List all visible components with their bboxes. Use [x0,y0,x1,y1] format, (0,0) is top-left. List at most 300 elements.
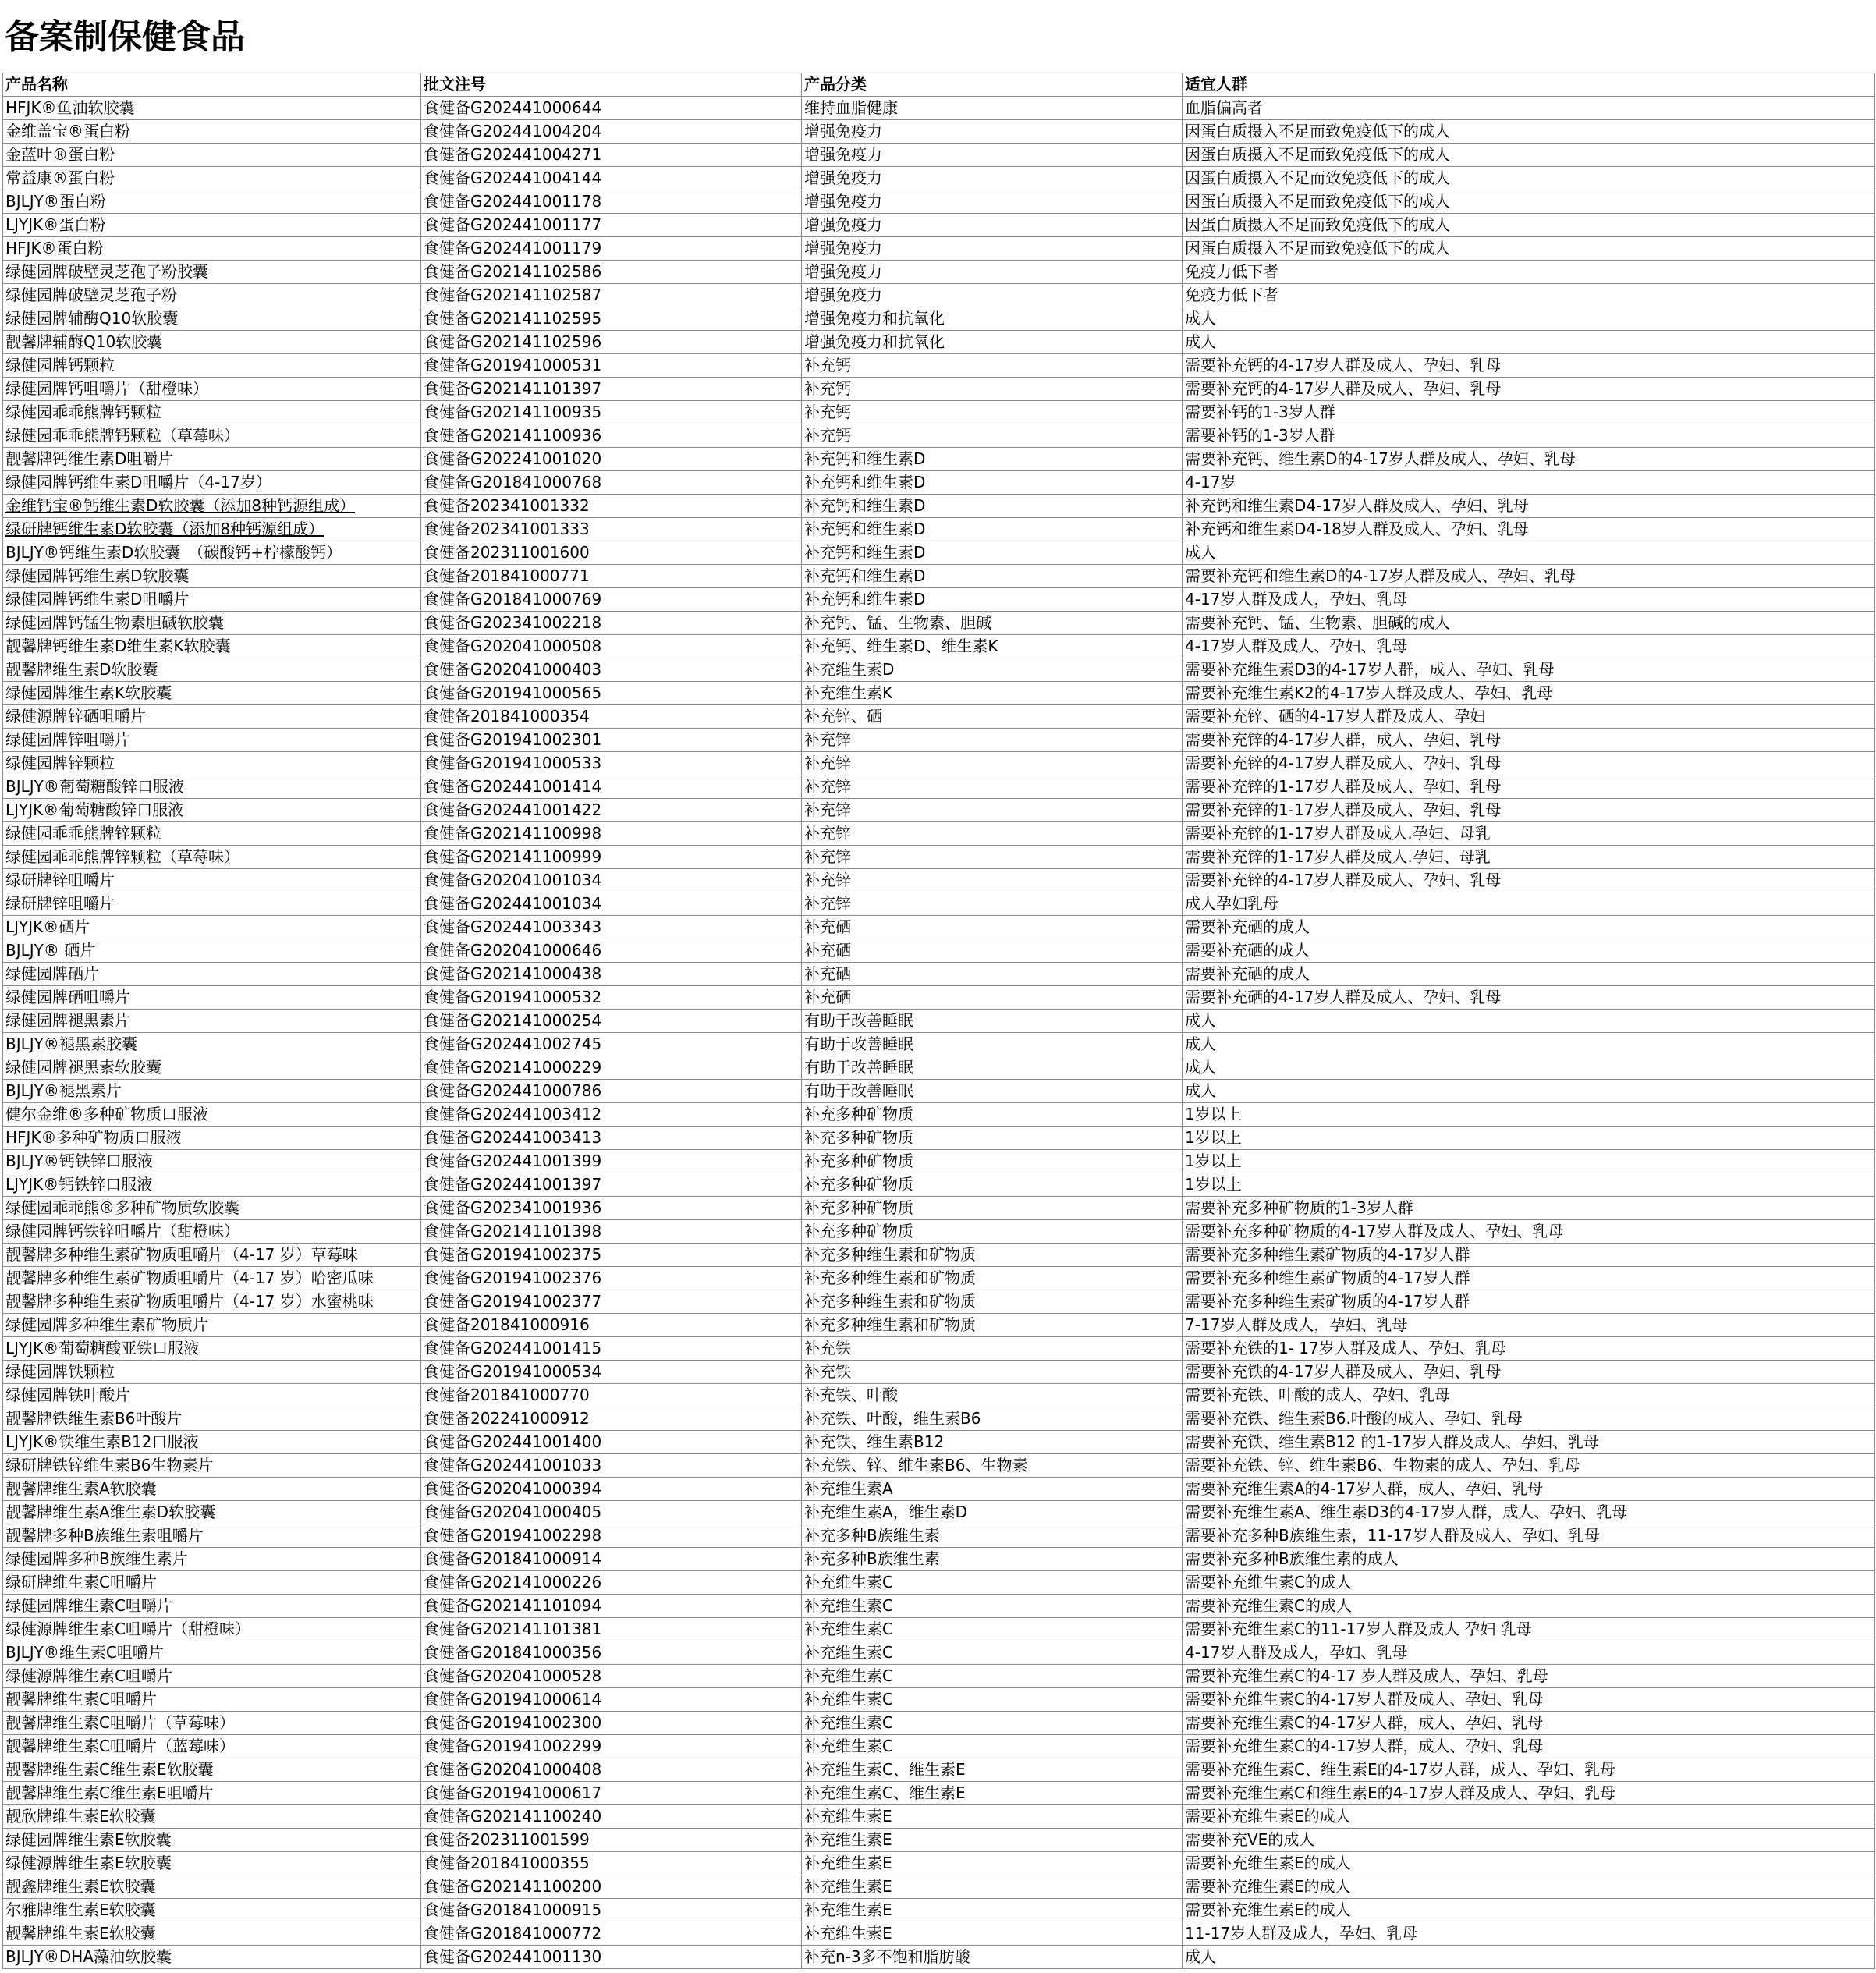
table-row [3,120,1875,144]
cell-target-population: 需要补充多种B族维生素的成人 [1183,1548,1875,1571]
cell-product-name: 绿健园牌破壁灵芝孢子粉胶囊 [3,261,421,284]
cell-approval-number: 食健备202311001599 [421,1829,802,1852]
table-row [3,541,1875,565]
cell-product-name: 绿健园牌多种维生素矿物质片 [3,1314,421,1337]
cell-product-category: 补充维生素C [802,1688,1183,1712]
cell-target-population: 因蛋白质摄入不足而致免疫低下的成人 [1183,214,1875,237]
table-row [3,729,1875,752]
table-row [3,448,1875,471]
cell-target-population: 1岁以上 [1183,1103,1875,1127]
cell-target-population: 成人 [1183,1946,1875,1969]
cell-approval-number: 食健备G202441004271 [421,144,802,167]
cell-product-name: 靓鑫牌维生素E软胶囊 [3,1875,421,1899]
cell-product-name: LJYJK®硒片 [3,916,421,939]
table-row [3,846,1875,869]
cell-approval-number: 食健备G201841000914 [421,1548,802,1571]
cell-product-category: 有助于改善睡眠 [802,1056,1183,1080]
cell-approval-number: 食健备G202141102596 [421,331,802,354]
cell-product-name: BJLJY® 硒片 [3,939,421,963]
cell-product-name: 绿健园乖乖熊牌锌颗粒（草莓味） [3,846,421,869]
cell-product-category: 补充多种B族维生素 [802,1548,1183,1571]
cell-approval-number: 食健备G201941002299 [421,1735,802,1758]
cell-product-category: 补充多种B族维生素 [802,1524,1183,1548]
cell-product-category: 补充钙和维生素D [802,565,1183,588]
cell-approval-number: 食健备G202141100200 [421,1875,802,1899]
cell-approval-number: 食健备G201941000617 [421,1782,802,1805]
cell-target-population: 需要补充硒的成人 [1183,916,1875,939]
cell-product-name: 靓馨牌维生素C维生素E软胶囊 [3,1758,421,1782]
table-row [3,1712,1875,1735]
cell-product-category: 补充锌 [802,752,1183,775]
table-row [3,565,1875,588]
cell-approval-number: 食健备G202141101398 [421,1220,802,1244]
cell-target-population: 4-17岁人群及成人，孕妇、乳母 [1183,588,1875,612]
cell-product-name: BJLJY®蛋白粉 [3,190,421,214]
table-row [3,1033,1875,1056]
table-row [3,144,1875,167]
cell-approval-number: 食健备G202041000394 [421,1478,802,1501]
cell-target-population: 4-17岁 [1183,471,1875,495]
cell-product-category: 补充铁、维生素B12 [802,1431,1183,1454]
cell-product-category: 增强免疫力 [802,214,1183,237]
cell-target-population: 需要补充维生素E的成人 [1183,1805,1875,1829]
cell-product-name: 绿健园牌辅酶Q10软胶囊 [3,307,421,331]
cell-approval-number: 食健备201841000770 [421,1384,802,1407]
cell-target-population: 需要补充维生素C的成人 [1183,1571,1875,1595]
page-title: 备案制保健食品 [5,17,245,57]
table-row [3,354,1875,378]
cell-target-population: 11-17岁人群及成人，孕妇、乳母 [1183,1922,1875,1946]
cell-product-category: 补充钙和维生素D [802,541,1183,565]
cell-product-name: LJYJK®葡萄糖酸锌口服液 [3,799,421,822]
cell-product-name: 绿健园乖乖熊®多种矿物质软胶囊 [3,1197,421,1220]
cell-product-category: 补充维生素C [802,1571,1183,1595]
cell-product-name: 靓馨牌多种维生素矿物质咀嚼片（4-17 岁）哈密瓜味 [3,1267,421,1290]
table-row [3,167,1875,190]
table-row [3,1220,1875,1244]
cell-product-name: 靓馨牌维生素C咀嚼片 [3,1688,421,1712]
table-row [3,635,1875,658]
cell-approval-number: 食健备G202441001177 [421,214,802,237]
cell-target-population: 需要补充锌的4-17岁人群及成人、孕妇、乳母 [1183,752,1875,775]
cell-approval-number: 食健备G201941000533 [421,752,802,775]
cell-target-population: 1岁以上 [1183,1127,1875,1150]
header-target-population: 适宜人群 [1183,73,1875,97]
cell-target-population: 需要补充维生素E的成人 [1183,1852,1875,1875]
cell-approval-number: 食健备G202441003413 [421,1127,802,1150]
cell-product-category: 补充维生素C [802,1665,1183,1688]
cell-approval-number: 食健备G201841000768 [421,471,802,495]
cell-product-category: 补充维生素C [802,1595,1183,1618]
cell-target-population: 1岁以上 [1183,1173,1875,1197]
cell-target-population: 因蛋白质摄入不足而致免疫低下的成人 [1183,120,1875,144]
cell-product-name: LJYJK®蛋白粉 [3,214,421,237]
cell-target-population: 需要补充维生素C的11-17岁人群及成人 孕妇 乳母 [1183,1618,1875,1641]
cell-product-name: 靓馨牌维生素C咀嚼片（蓝莓味） [3,1735,421,1758]
table-row [3,1337,1875,1361]
cell-product-name: 靓馨牌多种维生素矿物质咀嚼片（4-17 岁）水蜜桃味 [3,1290,421,1314]
cell-approval-number: 食健备G201941000565 [421,682,802,705]
cell-product-category: 补充维生素E [802,1805,1183,1829]
header-product-category: 产品分类 [802,73,1183,97]
cell-approval-number: 食健备G202041001034 [421,869,802,892]
cell-product-category: 补充维生素C [802,1735,1183,1758]
cell-product-name: 靓馨牌多种B族维生素咀嚼片 [3,1524,421,1548]
cell-product-name: 绿健园牌维生素K软胶囊 [3,682,421,705]
table-row [3,518,1875,541]
cell-approval-number: 食健备G201941002376 [421,1267,802,1290]
table-row [3,1244,1875,1267]
cell-target-population: 4-17岁人群及成人、孕妇、乳母 [1183,635,1875,658]
cell-product-name: 绿健园牌钙咀嚼片（甜橙味） [3,378,421,401]
cell-product-name: 尔雅牌维生素E软胶囊 [3,1899,421,1922]
header-product-name: 产品名称 [3,73,421,97]
cell-product-category: 补充铁 [802,1361,1183,1384]
table-row [3,752,1875,775]
cell-target-population: 需要补充钙、维生素D的4-17岁人群及成人、孕妇、乳母 [1183,448,1875,471]
cell-product-category: 补充钙、锰、生物素、胆碱 [802,612,1183,635]
cell-target-population: 1岁以上 [1183,1150,1875,1173]
cell-approval-number: 食健备202241000912 [421,1407,802,1431]
cell-product-name: BJLJY®钙维生素D软胶囊 （碳酸钙+柠檬酸钙） [3,541,421,565]
table-row [3,588,1875,612]
cell-product-category: 补充钙和维生素D [802,495,1183,518]
cell-target-population: 因蛋白质摄入不足而致免疫低下的成人 [1183,167,1875,190]
cell-approval-number: 食健备G201941000531 [421,354,802,378]
cell-target-population: 需要补充维生素A、维生素D3的4-17岁人群，成人、孕妇、乳母 [1183,1501,1875,1524]
table-row [3,471,1875,495]
cell-product-category: 补充硒 [802,963,1183,986]
cell-target-population: 需要补充维生素C的成人 [1183,1595,1875,1618]
cell-target-population: 需要补充钙和维生素D的4-17岁人群及成人、孕妇、乳母 [1183,565,1875,588]
table-row [3,986,1875,1010]
table-row [3,682,1875,705]
cell-target-population: 需要补钙的1-3岁人群 [1183,424,1875,448]
cell-approval-number: 食健备G202441001033 [421,1454,802,1478]
cell-approval-number: 食健备202341001333 [421,518,802,541]
cell-approval-number: 食健备G202141100998 [421,822,802,846]
cell-approval-number: 食健备G201941002375 [421,1244,802,1267]
cell-product-category: 增强免疫力 [802,284,1183,307]
table-row [3,1595,1875,1618]
cell-approval-number: 食健备G202141102595 [421,307,802,331]
cell-target-population: 需要补充维生素C的4-17岁人群，成人、孕妇、乳母 [1183,1735,1875,1758]
table-row [3,378,1875,401]
table-row [3,1361,1875,1384]
table-row [3,214,1875,237]
cell-product-category: 补充多种矿物质 [802,1150,1183,1173]
cell-approval-number: 食健备G202041000405 [421,1501,802,1524]
cell-product-category: 补充锌 [802,775,1183,799]
cell-product-category: 补充多种矿物质 [802,1197,1183,1220]
cell-product-category: 补充维生素C、维生素E [802,1782,1183,1805]
cell-product-name: 绿健园牌锌颗粒 [3,752,421,775]
cell-product-name: 绿健园牌钙颗粒 [3,354,421,378]
table-row [3,1875,1875,1899]
cell-approval-number: 食健备202311001600 [421,541,802,565]
cell-product-category: 补充维生素C [802,1712,1183,1735]
cell-product-name: 绿健源牌维生素C咀嚼片 [3,1665,421,1688]
cell-product-name: HFJK®蛋白粉 [3,237,421,261]
cell-target-population: 需要补充多种B族维生素，11-17岁人群及成人、孕妇、乳母 [1183,1524,1875,1548]
cell-product-name: 绿健园牌钙锰生物素胆碱软胶囊 [3,612,421,635]
cell-product-category: 补充钙、维生素D、维生素K [802,635,1183,658]
cell-product-name: HFJK®多种矿物质口服液 [3,1127,421,1150]
cell-product-category: 增强免疫力和抗氧化 [802,331,1183,354]
table-row [3,1290,1875,1314]
table-row [3,1922,1875,1946]
header-row [3,73,1875,97]
cell-target-population: 需要补充多种矿物质的4-17岁人群及成人、孕妇、乳母 [1183,1220,1875,1244]
cell-product-category: 补充钙 [802,424,1183,448]
cell-product-category: 补充多种维生素和矿物质 [802,1290,1183,1314]
cell-target-population: 血脂偏高者 [1183,97,1875,120]
cell-approval-number: 食健备G202441001400 [421,1431,802,1454]
cell-product-category: 补充维生素D [802,658,1183,682]
cell-product-name: 绿研牌维生素C咀嚼片 [3,1571,421,1595]
cell-product-category: 补充钙 [802,378,1183,401]
cell-approval-number: 食健备201841000355 [421,1852,802,1875]
cell-product-category: 补充多种维生素和矿物质 [802,1267,1183,1290]
cell-approval-number: 食健备G202141000254 [421,1010,802,1033]
cell-approval-number: 食健备G202341002218 [421,612,802,635]
cell-approval-number: 食健备G202141100999 [421,846,802,869]
cell-product-name: 靓欣牌维生素E软胶囊 [3,1805,421,1829]
cell-product-name: 绿研牌锌咀嚼片 [3,869,421,892]
cell-product-name: 绿健园牌维生素C咀嚼片 [3,1595,421,1618]
cell-target-population: 需要补充钙、锰、生物素、胆碱的成人 [1183,612,1875,635]
cell-product-name: 靓馨牌维生素A维生素D软胶囊 [3,1501,421,1524]
table-row [3,1548,1875,1571]
cell-product-name: 健尔金维®多种矿物质口服液 [3,1103,421,1127]
cell-product-name: 绿健园牌钙维生素D咀嚼片 [3,588,421,612]
cell-product-name: LJYJK®葡萄糖酸亚铁口服液 [3,1337,421,1361]
cell-target-population: 需要补充铁、维生素B6.叶酸的成人、孕妇、乳母 [1183,1407,1875,1431]
cell-target-population: 需要补充维生素K2的4-17岁人群及成人、孕妇、乳母 [1183,682,1875,705]
cell-product-category: 补充铁、锌、维生素B6、生物素 [802,1454,1183,1478]
table-row [3,775,1875,799]
cell-product-category: 补充多种矿物质 [802,1127,1183,1150]
cell-product-name: 绿健园牌钙铁锌咀嚼片（甜橙味） [3,1220,421,1244]
cell-product-category: 补充多种矿物质 [802,1220,1183,1244]
cell-approval-number: 食健备G202141000229 [421,1056,802,1080]
cell-target-population: 需要补充维生素C、维生素E的4-17岁人群，成人、孕妇、乳母 [1183,1758,1875,1782]
cell-product-category: 补充维生素C [802,1641,1183,1665]
cell-product-name: 绿健园牌铁叶酸片 [3,1384,421,1407]
table-row [3,658,1875,682]
cell-product-name: 靓馨牌维生素A软胶囊 [3,1478,421,1501]
table-row [3,1454,1875,1478]
cell-product-category: 增强免疫力 [802,190,1183,214]
cell-approval-number: 食健备G201841000769 [421,588,802,612]
cell-target-population: 需要补充锌的1-17岁人群及成人.孕妇、母乳 [1183,822,1875,846]
cell-approval-number: 食健备G202141100240 [421,1805,802,1829]
cell-approval-number: 食健备G201941002377 [421,1290,802,1314]
cell-product-name: 绿健园牌多种B族维生素片 [3,1548,421,1571]
cell-product-name: 靓馨牌多种维生素矿物质咀嚼片（4-17 岁）草莓味 [3,1244,421,1267]
cell-product-name: 绿健园牌破壁灵芝孢子粉 [3,284,421,307]
cell-approval-number: 食健备G201941000614 [421,1688,802,1712]
cell-product-name: 绿健园牌硒咀嚼片 [3,986,421,1010]
cell-approval-number: 食健备G202341001936 [421,1197,802,1220]
cell-approval-number: 食健备G202441004204 [421,120,802,144]
table-row [3,1314,1875,1337]
cell-approval-number: 食健备G202041000408 [421,1758,802,1782]
cell-target-population: 成人 [1183,1056,1875,1080]
cell-target-population: 成人 [1183,541,1875,565]
table-row [3,190,1875,214]
cell-approval-number: 食健备G202441001415 [421,1337,802,1361]
cell-product-category: 补充多种矿物质 [802,1173,1183,1197]
cell-target-population: 需要补充维生素E的成人 [1183,1875,1875,1899]
cell-product-name: 绿健园牌硒片 [3,963,421,986]
table-row [3,1431,1875,1454]
cell-product-category: 增强免疫力 [802,167,1183,190]
cell-target-population: 需要补充硒的成人 [1183,939,1875,963]
table-row [3,1782,1875,1805]
table-row [3,916,1875,939]
cell-approval-number: 食健备G202441001414 [421,775,802,799]
table-row [3,1267,1875,1290]
table-row [3,1688,1875,1712]
cell-product-name: BJLJY®褪黑素胶囊 [3,1033,421,1056]
table-row [3,939,1875,963]
cell-product-name: LJYJK®铁维生素B12口服液 [3,1431,421,1454]
cell-approval-number: 食健备G201941000534 [421,1361,802,1384]
cell-product-category: 补充维生素A，维生素D [802,1501,1183,1524]
cell-target-population: 需要补充维生素A的4-17岁人群，成人、孕妇、乳母 [1183,1478,1875,1501]
cell-product-name: 绿健园牌维生素E软胶囊 [3,1829,421,1852]
table-row [3,1127,1875,1150]
table-row [3,261,1875,284]
cell-approval-number: 食健备G202141102586 [421,261,802,284]
cell-product-category: 补充硒 [802,916,1183,939]
cell-product-category: 补充维生素A [802,1478,1183,1501]
cell-approval-number: 食健备G202441004144 [421,167,802,190]
cell-product-category: 补充钙和维生素D [802,588,1183,612]
cell-approval-number: 食健备G202141100936 [421,424,802,448]
cell-approval-number: 食健备G201841000356 [421,1641,802,1665]
cell-product-category: 补充维生素K [802,682,1183,705]
cell-target-population: 需要补充维生素C的4-17岁人群及成人、孕妇、乳母 [1183,1688,1875,1712]
cell-product-name: 靓馨牌辅酶Q10软胶囊 [3,331,421,354]
cell-product-name: BJLJY®葡萄糖酸锌口服液 [3,775,421,799]
cell-product-name: 绿健园乖乖熊牌钙颗粒 [3,401,421,424]
cell-product-name: HFJK®鱼油软胶囊 [3,97,421,120]
cell-product-category: 补充多种维生素和矿物质 [802,1314,1183,1337]
cell-target-population: 需要补充锌的1-17岁人群及成人、孕妇、乳母 [1183,775,1875,799]
header-approval-number: 批文注号 [421,73,802,97]
cell-product-category: 补充锌 [802,869,1183,892]
table-row [3,495,1875,518]
cell-product-category: 补充钙 [802,401,1183,424]
cell-approval-number: 食健备G202141101094 [421,1595,802,1618]
cell-product-name: 绿健园乖乖熊牌锌颗粒 [3,822,421,846]
table-row [3,1665,1875,1688]
table-row [3,1758,1875,1782]
cell-approval-number: 食健备G202041000528 [421,1665,802,1688]
table-row [3,1641,1875,1665]
table-row [3,424,1875,448]
cell-target-population: 因蛋白质摄入不足而致免疫低下的成人 [1183,190,1875,214]
cell-target-population: 需要补充多种矿物质的1-3岁人群 [1183,1197,1875,1220]
cell-approval-number: 食健备G202241001020 [421,448,802,471]
cell-target-population: 需要补充铁、维生素B12 的1-17岁人群及成人、孕妇、乳母 [1183,1431,1875,1454]
cell-target-population: 需要补充铁的4-17岁人群及成人、孕妇、乳母 [1183,1361,1875,1384]
table-row [3,1524,1875,1548]
cell-product-name: 靓馨牌维生素C咀嚼片（草莓味） [3,1712,421,1735]
cell-approval-number: 食健备G202441001397 [421,1173,802,1197]
cell-product-category: 补充钙和维生素D [802,518,1183,541]
cell-product-category: 补充维生素E [802,1899,1183,1922]
cell-product-category: 补充锌 [802,892,1183,916]
cell-product-category: 补充维生素E [802,1852,1183,1875]
cell-target-population: 需要补充铁、锌、维生素B6、生物素的成人、孕妇、乳母 [1183,1454,1875,1478]
table-row [3,799,1875,822]
table-row [3,822,1875,846]
cell-product-name: 绿健园牌钙维生素D软胶囊 [3,565,421,588]
cell-approval-number: 食健备G202441003343 [421,916,802,939]
cell-product-name: 绿研牌钙维生素D软胶囊（添加8种钙源组成） [3,518,421,541]
table-row [3,331,1875,354]
cell-target-population: 需要补充锌的4-17岁人群，成人、孕妇、乳母 [1183,729,1875,752]
table-row [3,284,1875,307]
cell-product-name: 靓馨牌钙维生素D维生素K软胶囊 [3,635,421,658]
cell-approval-number: 食健备G202441002745 [421,1033,802,1056]
cell-approval-number: 食健备G202041000508 [421,635,802,658]
cell-target-population: 因蛋白质摄入不足而致免疫低下的成人 [1183,144,1875,167]
table-row [3,307,1875,331]
cell-product-name: 绿健园牌锌咀嚼片 [3,729,421,752]
cell-approval-number: 食健备G202441001130 [421,1946,802,1969]
cell-product-name: 绿健园牌褪黑素软胶囊 [3,1056,421,1080]
cell-product-category: 补充锌 [802,822,1183,846]
cell-approval-number: 食健备G201941002300 [421,1712,802,1735]
cell-product-category: 补充锌 [802,729,1183,752]
table-row [3,963,1875,986]
cell-product-name: BJLJY®褪黑素片 [3,1080,421,1103]
cell-product-category: 补充多种矿物质 [802,1103,1183,1127]
cell-product-category: 补充铁 [802,1337,1183,1361]
cell-product-category: 补充铁、叶酸，维生素B6 [802,1407,1183,1431]
cell-product-name: 绿研牌铁锌维生素B6生物素片 [3,1454,421,1478]
cell-product-name: 靓馨牌钙维生素D咀嚼片 [3,448,421,471]
cell-target-population: 需要补充钙的4-17岁人群及成人、孕妇、乳母 [1183,378,1875,401]
cell-approval-number: 食健备G202141000226 [421,1571,802,1595]
cell-product-category: 有助于改善睡眠 [802,1010,1183,1033]
cell-product-category: 补充锌 [802,799,1183,822]
cell-target-population: 7-17岁人群及成人，孕妇、乳母 [1183,1314,1875,1337]
cell-approval-number: 食健备G202441001399 [421,1150,802,1173]
table-row [3,401,1875,424]
table-row [3,1899,1875,1922]
cell-product-category: 补充钙和维生素D [802,471,1183,495]
table-row [3,612,1875,635]
cell-approval-number: 食健备G201941002298 [421,1524,802,1548]
cell-target-population: 成人 [1183,1033,1875,1056]
cell-approval-number: 食健备G201941000532 [421,986,802,1010]
cell-target-population: 成人 [1183,307,1875,331]
cell-product-category: 补充钙 [802,354,1183,378]
cell-product-category: 增强免疫力 [802,144,1183,167]
cell-approval-number: 食健备G202141101381 [421,1618,802,1641]
cell-approval-number: 食健备G202041000646 [421,939,802,963]
cell-target-population: 补充钙和维生素D4-18岁人群及成人、孕妇、乳母 [1183,518,1875,541]
cell-approval-number: 食健备202341001332 [421,495,802,518]
cell-target-population: 需要补充铁、叶酸的成人、孕妇、乳母 [1183,1384,1875,1407]
cell-approval-number: 食健备G201841000772 [421,1922,802,1946]
cell-product-category: 补充硒 [802,939,1183,963]
